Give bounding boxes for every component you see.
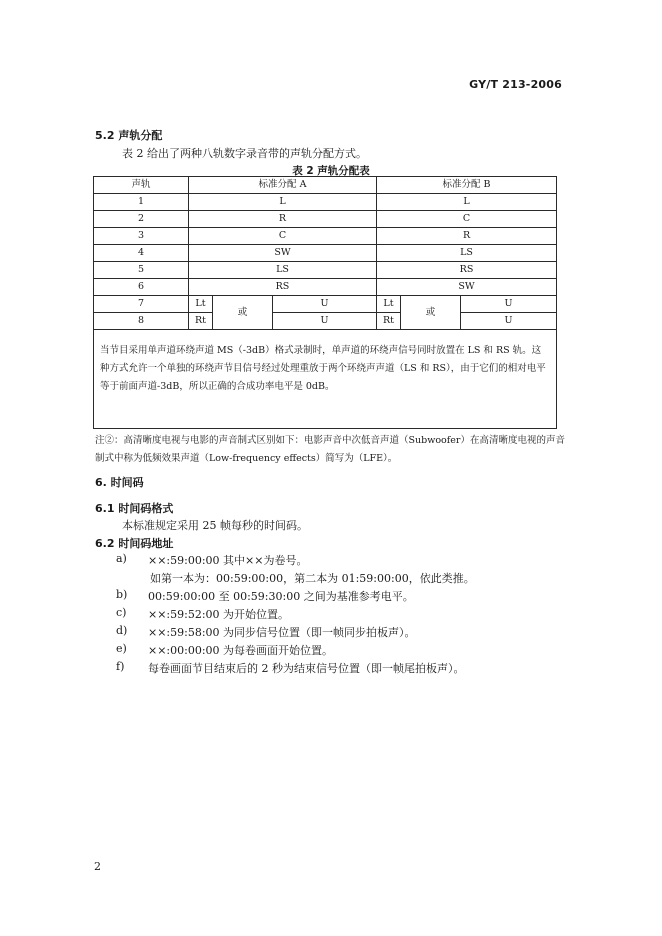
section-6-1-text: 本标准规定采用 25 帧每秒的时间码。 xyxy=(122,519,308,532)
list-text: ××:59:58:00 为同步信号位置（即一帧同步拍板声）。 xyxy=(148,626,416,639)
assign-a-u: U xyxy=(273,313,377,330)
list-text: ××:59:52:00 为开始位置。 xyxy=(148,608,290,621)
assign-a-cell: SW xyxy=(189,245,377,262)
table-caption: 表 2 声轨分配表 xyxy=(292,165,370,177)
assign-a-or: 或 xyxy=(213,296,273,330)
track-cell: 8 xyxy=(94,313,189,330)
assign-a-rt: Rt xyxy=(189,313,213,330)
list-marker: e) xyxy=(116,642,127,655)
table-row xyxy=(94,228,557,245)
track-cell: 1 xyxy=(94,194,189,211)
track-cell: 7 xyxy=(94,296,189,313)
table-note-row xyxy=(94,330,557,429)
list-text: ××:59:00:00 其中××为卷号。 xyxy=(148,554,308,567)
assign-b-rt: Rt xyxy=(377,313,401,330)
table-row xyxy=(94,262,557,279)
table-row xyxy=(94,279,557,296)
table-header-row xyxy=(94,177,557,194)
footnote: 注②：高清晰度电视与电影的声音制式区别如下：电影声音中次低音声道（Subwoofer）在高清晰度电视的声音制式中称为低频效果声道（Low-frequency effects）简写为（LFE）。 xyxy=(95,435,565,464)
track-cell: 3 xyxy=(94,228,189,245)
list-marker: d) xyxy=(116,624,128,637)
list-marker: a) xyxy=(116,552,127,565)
section-6-2-title: 6.2 时间码地址 xyxy=(95,537,174,550)
assign-b-cell: RS xyxy=(377,262,557,279)
table-row xyxy=(94,211,557,228)
header-standard-b: 标准分配 B xyxy=(377,177,557,194)
assign-a-u: U xyxy=(273,296,377,313)
assign-b-lt: Lt xyxy=(377,296,401,313)
list-text: ××:00:00:00 为每卷画面开始位置。 xyxy=(148,644,334,657)
list-marker: c) xyxy=(116,606,127,619)
header-standard-a: 标准分配 A xyxy=(189,177,377,194)
assign-a-cell: C xyxy=(189,228,377,245)
track-cell: 2 xyxy=(94,211,189,228)
track-cell: 6 xyxy=(94,279,189,296)
assign-b-or: 或 xyxy=(401,296,461,330)
assign-b-cell: L xyxy=(377,194,557,211)
table-row-8 xyxy=(94,313,557,330)
assign-a-cell: L xyxy=(189,194,377,211)
assign-b-cell: SW xyxy=(377,279,557,296)
page-number: 2 xyxy=(94,860,101,873)
list-text: 如第一本为：00:59:00:00，第二本为 01:59:00:00，依此类推。 xyxy=(150,572,475,585)
list-text: 每卷画面节目结束后的 2 秒为结束信号位置（即一帧尾拍板声）。 xyxy=(148,662,465,675)
assign-b-u: U xyxy=(461,313,557,330)
section-6-1-title: 6.1 时间码格式 xyxy=(95,502,174,515)
list-marker: f) xyxy=(116,660,125,673)
assign-a-cell: RS xyxy=(189,279,377,296)
assign-a-cell: R xyxy=(189,211,377,228)
section-5-2-intro: 表 2 给出了两种八轨数字录音带的声轨分配方式。 xyxy=(122,147,367,160)
standard-number: GY/T 213-2006 xyxy=(469,78,562,91)
track-allocation-table xyxy=(93,176,557,429)
assign-a-cell: LS xyxy=(189,262,377,279)
assign-b-u: U xyxy=(461,296,557,313)
track-cell: 5 xyxy=(94,262,189,279)
assign-a-lt: Lt xyxy=(189,296,213,313)
track-cell: 4 xyxy=(94,245,189,262)
assign-b-cell: R xyxy=(377,228,557,245)
list-text: 00:59:00:00 至 00:59:30:00 之间为基准参考电平。 xyxy=(148,590,414,603)
section-5-2-title: 5.2 声轨分配 xyxy=(95,129,163,142)
table-row xyxy=(94,194,557,211)
section-6-title: 6. 时间码 xyxy=(95,476,144,489)
table-row-7 xyxy=(94,296,557,313)
table-row xyxy=(94,245,557,262)
table-note: 当节目采用单声道环绕声道 MS（-3dB）格式录制时，单声道的环绕声信号同时放置在 LS 和 RS 轨。这种方式允许一个单独的环绕声节目信号经过处理重放于两个环绕声声道（LS 和 RS），由于它们的相对电平等于前面声道-3dB，所以正确的合成功率电平是 0dB。 xyxy=(94,330,557,429)
assign-b-cell: LS xyxy=(377,245,557,262)
header-track: 声轨 xyxy=(94,177,189,194)
assign-b-cell: C xyxy=(377,211,557,228)
list-marker: b) xyxy=(116,588,128,601)
